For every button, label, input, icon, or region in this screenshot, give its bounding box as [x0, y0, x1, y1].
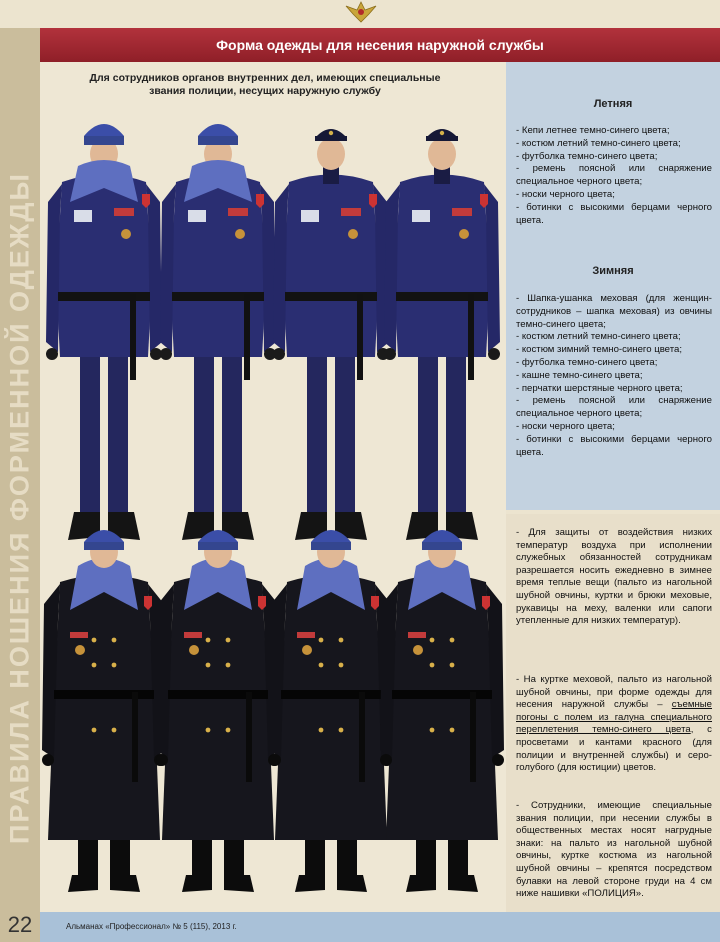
- list-item: - футболка темно-синего цвета;: [516, 150, 658, 162]
- subtitle-line-1: Для сотрудников органов внутренних дел, имеющих специальные: [89, 72, 441, 84]
- list-item: - ботинки с высокими берцами черного цвета.: [516, 201, 712, 226]
- winter-heading: Зимняя: [592, 265, 634, 277]
- list-item: - ремень поясной или снаряжение специальное черного цвета;: [516, 163, 712, 188]
- note-2-lead: - На куртке меховой, пальто из нагольной шубной овчины, при форме одежды для несения наружной службы –: [516, 674, 712, 711]
- publication-credit: Альманах «Профессионал» № 5 (115), 2013 г.: [66, 922, 237, 931]
- list-item: - ботинки с высокими берцами черного цвета.: [516, 433, 712, 458]
- note-paragraph-3: - Сотрудники, имеющие специальные звания полиции, при несении службы в общественных местах носят нагрудные знаки: на пальто из нагольной шубной овчины, куртке костюма из нагольной шубной овчины – крепятся посредством булавки на левой стороне груди на 4 см ниже нашивки «ПОЛИЦИЯ».: [516, 800, 712, 900]
- list-item: - футболка темно-синего цвета;: [516, 356, 658, 368]
- illustration-subtitle: [60, 72, 470, 98]
- note-2-tail: , с просветами и кантами красного (для полиции и внутренней службы) и серо-голубого (для юстиции) цветов.: [516, 724, 712, 774]
- sidebar-vertical-title: ПРАВИЛА НОШЕНИЯ ФОРМЕННОЙ ОДЕЖДЫ: [4, 172, 35, 844]
- page-number: 22: [0, 908, 40, 942]
- list-item: - носки черного цвета;: [516, 420, 615, 432]
- note-paragraph-2: [516, 674, 712, 775]
- list-item: - Шапка-ушанка меховая (для женщин-сотрудников – шапка меховая) из овчины темно-синего цвета;: [516, 293, 712, 330]
- eagle-emblem-icon: [342, 0, 380, 24]
- list-item: - костюм летний темно-синего цвета;: [516, 137, 681, 149]
- winter-list: [516, 293, 712, 459]
- note-2-underlined: съемные погоны с полем из галуна специального переплетения темно-синего цвета: [516, 699, 712, 736]
- list-item: - Кепи летнее темно-синего цвета;: [516, 125, 670, 136]
- list-item: - ремень поясной или снаряжение специальное черного цвета;: [516, 395, 712, 420]
- subtitle-line-2: звания полиции, несущих наружную службу: [149, 85, 381, 97]
- list-item: - носки черного цвета;: [516, 188, 615, 200]
- list-item: - перчатки шерстяные черного цвета;: [516, 382, 683, 394]
- note-paragraph-1: - Для защиты от воздействия низких температур воздуха при исполнении служебных обязанностей сотрудникам разрешается носить ежедневно в зимнее время теплые вещи (пальто из нагольной шубной овчины, куртки и брюки меховые, рукавицы на меху, валенки или сапоги утепленные для низких температур).: [516, 527, 712, 627]
- page-title: Форма одежды для несения наружной службы: [40, 28, 720, 62]
- list-item: - костюм зимний темно-синего цвета;: [516, 344, 682, 356]
- list-item: - костюм летний темно-синего цвета;: [516, 331, 681, 343]
- summer-list: [516, 125, 712, 227]
- summer-heading: Летняя: [593, 98, 633, 110]
- uniform-figures: [40, 62, 506, 912]
- left-sidebar: [0, 28, 40, 912]
- list-item: - кашне темно-синего цвета;: [516, 369, 643, 381]
